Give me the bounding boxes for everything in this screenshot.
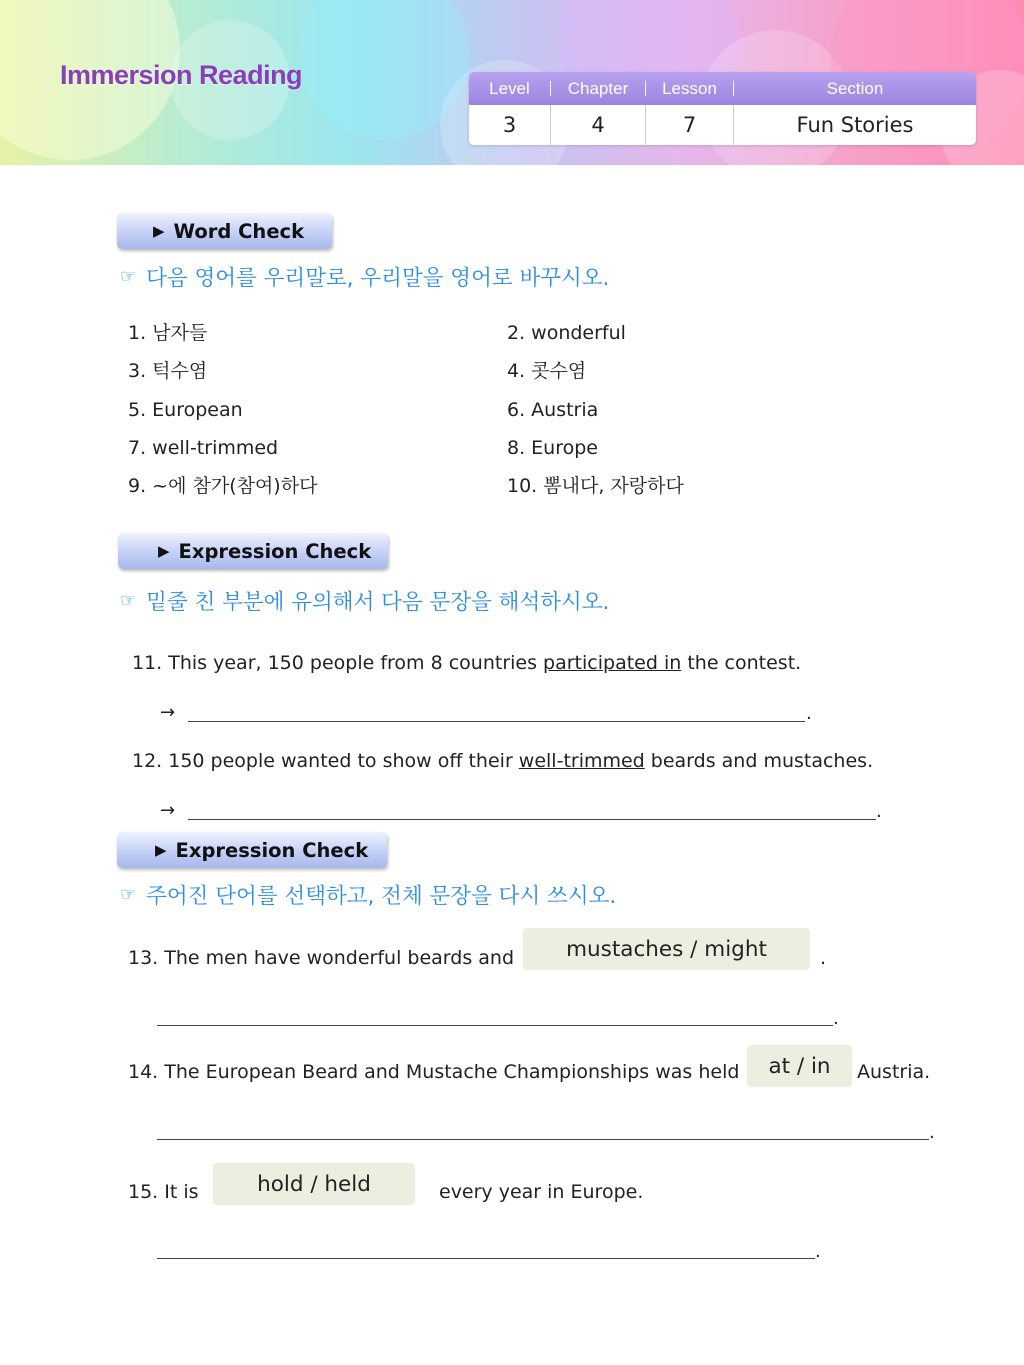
question-14-after: Austria.: [857, 1061, 931, 1083]
pointing-hand-icon: ☞: [120, 590, 137, 611]
answer-period-14: .: [929, 1122, 935, 1143]
answer-period-13: .: [833, 1008, 839, 1029]
play-arrow-icon: ▶: [153, 222, 165, 240]
answer-period-15: .: [815, 1241, 821, 1262]
answer-arrow-12: →: [160, 800, 176, 821]
word-item-8: 8. Europe: [507, 437, 598, 459]
play-arrow-icon: ▶: [155, 841, 167, 859]
answer-line-12[interactable]: [188, 819, 876, 820]
word-item-5: 5. European: [128, 399, 243, 421]
section-header: Section: [826, 78, 884, 98]
expression-check-heading-1: [118, 533, 388, 569]
play-arrow-icon: ▶: [158, 542, 170, 560]
lesson-info-value-row: [469, 105, 976, 145]
word-check-instruction: [120, 261, 609, 292]
word-item-9: 9. ~에 참가(참여)하다: [128, 475, 318, 497]
question-14-text: 14. The European Beard and Mustache Championships was held: [128, 1061, 740, 1083]
word-item-3: 3. 턱수염: [128, 360, 208, 382]
lesson-info-header-row: [469, 72, 976, 105]
level-value: 3: [502, 113, 517, 137]
chapter-value: 4: [591, 113, 605, 137]
word-item-7: 7. well-trimmed: [128, 437, 279, 459]
question-11: 11. This year, 150 people from 8 countries participated in the contest.: [132, 652, 802, 674]
expression-check-title-1: Expression Check: [178, 539, 372, 563]
answer-arrow-11: →: [160, 702, 176, 723]
question-15-after: every year in Europe.: [439, 1181, 644, 1203]
answer-line-11[interactable]: [188, 721, 805, 722]
answer-period-12: .: [876, 801, 882, 822]
choice-box-13[interactable]: mustaches / might: [523, 928, 810, 970]
chapter-header: Chapter: [567, 78, 629, 98]
word-item-10: 10. 뽐내다, 자랑하다: [507, 475, 684, 497]
expression-check-instruction-2: [120, 879, 616, 910]
lesson-header: Lesson: [662, 78, 717, 98]
logo: Immersion Reading: [60, 60, 303, 90]
word-item-2: 2. wonderful: [507, 322, 626, 344]
answer-line-14[interactable]: [157, 1139, 929, 1140]
pointing-hand-icon: ☞: [120, 266, 137, 287]
expression-check-title-2: Expression Check: [175, 838, 369, 862]
word-item-6: 6. Austria: [507, 399, 599, 421]
underlined-phrase: well-trimmed: [518, 750, 645, 772]
header-banner: [0, 0, 1024, 165]
expression-check-instruction-text-2: 주어진 단어를 선택하고, 전체 문장을 다시 쓰시오.: [146, 884, 617, 909]
question-13-text: 13. The men have wonderful beards and: [128, 947, 515, 969]
expression-check-instruction-text-1: 밑줄 친 부분에 유의해서 다음 문장을 해석하시오.: [146, 590, 610, 615]
lesson-value: 7: [682, 113, 697, 137]
section-value: Fun Stories: [796, 113, 914, 137]
lesson-info-table: [469, 72, 976, 145]
word-check-title: Word Check: [173, 219, 305, 243]
expression-check-instruction-1: [120, 585, 609, 616]
choice-box-15[interactable]: hold / held: [213, 1163, 415, 1205]
word-item-4: 4. 콧수염: [507, 360, 587, 382]
word-item-1: 1. 남자들: [128, 322, 208, 344]
underlined-phrase: participated in: [543, 652, 682, 674]
level-header: Level: [489, 78, 530, 98]
answer-line-13[interactable]: [157, 1025, 833, 1026]
answer-period-11: .: [806, 703, 812, 724]
choice-box-14[interactable]: at / in: [747, 1045, 852, 1087]
question-15-text: 15. It is: [128, 1181, 199, 1203]
question-13-period: .: [820, 947, 827, 969]
word-check-heading: [117, 213, 332, 249]
answer-line-15[interactable]: [157, 1258, 815, 1259]
expression-check-heading-2: [117, 832, 387, 868]
question-12: 12. 150 people wanted to show off their well-trimmed beards and mustaches.: [132, 750, 874, 772]
pointing-hand-icon: ☞: [120, 884, 137, 905]
word-check-instruction-text: 다음 영어를 우리말로, 우리말을 영어로 바꾸시오.: [146, 266, 610, 291]
